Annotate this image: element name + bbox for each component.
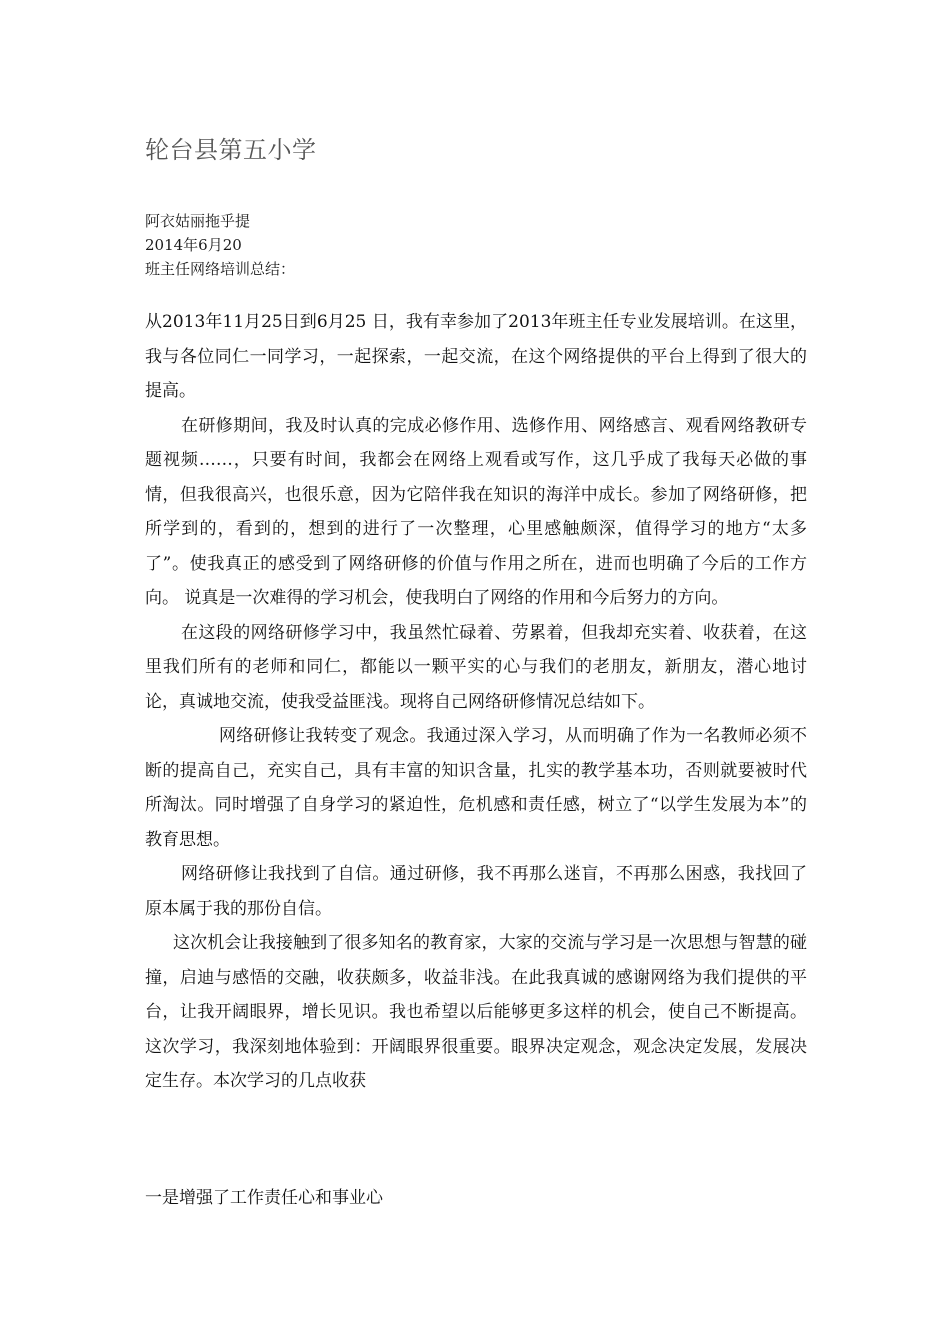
paragraph-2: 在研修期间，我及时认真的完成必修作用、选修作用、网络感言、观看网络教研专题视频……，只要有时间，我都会在网络上观看或写作，这几乎成了我每天必做的事情，但我很高兴，也很乐意，因为它陪伴我在知识的海洋中成长。参加了网络研修，把所学到的，看到的，想到的进行了一次整理，心里感触颇深，值得学习的地方“太多了”。使我真正的感受到了网络研修的价值与作用之所在，进而也明确了今后的工作方向。 说真是一次难得的学习机会，使我明白了网络的作用和今后努力的方向。 bbox=[145, 415, 807, 608]
paragraph-7: 一是增强了工作责任心和事业心 bbox=[145, 1188, 383, 1208]
document-date: 2014年6月20 bbox=[145, 236, 242, 254]
paragraph-3: 在这段的网络研修学习中，我虽然忙碌着、劳累着，但我却充实着、收获着，在这里我们所有的老师和同仁，都能以一颗平实的心与我们的老朋友，新朋友，潜心地讨论，真诚地交流，使我受益匪浅。现将自己网络研修情况总结如下。 bbox=[145, 622, 807, 712]
paragraph-5: 网络研修让我找到了自信。通过研修，我不再那么迷盲，不再那么困惑，我找回了原本属于我的那份自信。 bbox=[145, 864, 807, 919]
paragraph-1: 从2013年11月25日到6月25 日，我有幸参加了2013年班主任专业发展培训。在这里，我与各位同仁一同学习，一起探索，一起交流，在这个网络提供的平台上得到了很大的提高。 bbox=[145, 312, 807, 401]
document-body bbox=[145, 305, 807, 1099]
document-meta bbox=[145, 209, 295, 281]
paragraph-6: 这次机会让我接触到了很多知名的教育家，大家的交流与学习是一次思想与智慧的碰撞，启迪与感悟的交融，收获颇多，收益非浅。在此我真诚的感谢网络为我们提供的平台，让我开阔眼界，增长见识。我也希望以后能够更多这样的机会，使自己不断提高。这次学习，我深刻地体验到：开阔眼界很重要。眼界决定观念，观念决定发展，发展决定生存。本次学习的几点收获 bbox=[145, 933, 807, 1091]
school-name: 轮台县第五小学 bbox=[145, 136, 317, 164]
paragraph-4: 网络研修让我转变了观念。我通过深入学习，从而明确了作为一名教师必须不断的提高自己，充实自己，具有丰富的知识含量，扎实的教学基本功，否则就要被时代所淘汰。同时增强了自身学习的紧迫性，危机感和责任感，树立了“以学生发展为本”的教育思想。 bbox=[145, 726, 807, 850]
author-name: 阿衣姑丽拖乎提 bbox=[145, 212, 251, 230]
document-subject: 班主任网络培训总结： bbox=[145, 260, 296, 278]
